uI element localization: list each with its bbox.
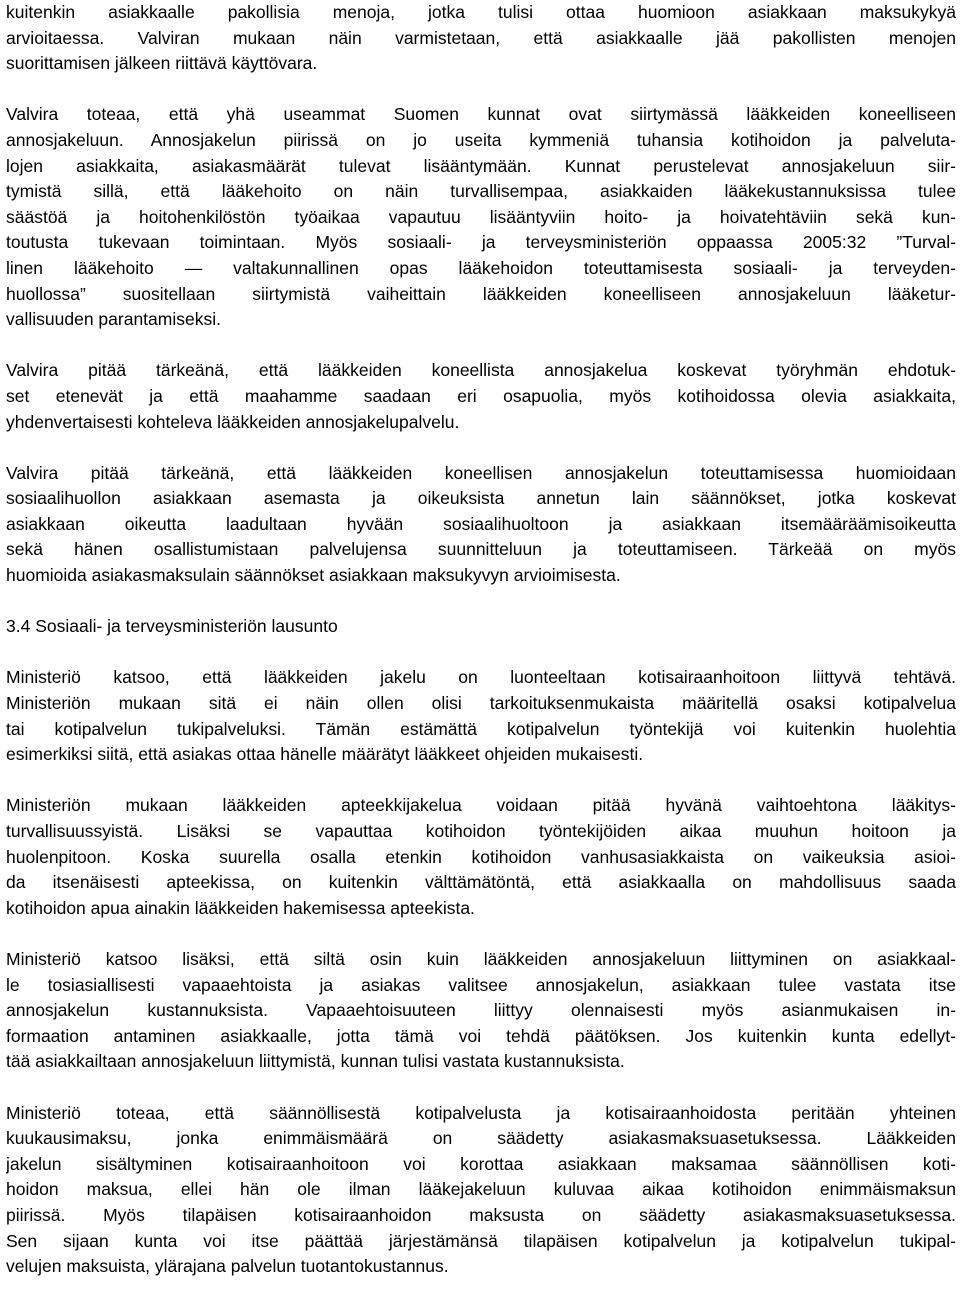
document-page <box>6 0 956 1305</box>
text-line: huollossa” suositellaan siirtymistä vaiheittain lääkkeiden koneelliseen annosjakeluun lääketur- <box>6 283 956 304</box>
text-line: hoidon maksua, ellei hän ole ilman lääkejakeluun kuluvaa aikaa kotihoidon enimmäismaksun <box>6 1179 956 1200</box>
text-line: annosjakelun kustannuksista. Vapaaehtoisuuteen liittyy olennaisesti myös asianmukaisen in- <box>6 1000 956 1021</box>
text-line: yhdenvertaisesti kohteleva lääkkeiden annosjakelupalvelu. <box>6 411 460 432</box>
text-line: da itsenäisesti apteekissa, on kuitenkin välttämätöntä, että asiakkaalla on mahdollisuus saada <box>6 872 956 893</box>
paragraph-4 <box>6 461 956 589</box>
text-line: turvallisuussyistä. Lisäksi se vapauttaa kotihoidon työntekijöiden aikaa muuhun hoitoon ja <box>6 821 956 841</box>
text-line: kuukausimaksu, jonka enimmäismäärä on säädetty asiakasmaksuasetuksessa. Lääkkeiden <box>6 1128 956 1149</box>
text-line: kuitenkin asiakkaalle pakollisia menoja, jotka tulisi ottaa huomioon asiakkaan maksukykyä <box>6 2 956 22</box>
text-line: vallisuuden parantamiseksi. <box>6 309 221 330</box>
text-line: velujen maksuista, ylärajana palvelun tuotantokustannus. <box>6 1256 449 1277</box>
text-line: toutusta tukevaan toimintaan. Myös sosiaali- ja terveysministeriön oppaassa 2005:32 ”Turval- <box>6 232 956 253</box>
text-line: asiakkaan oikeutta laadultaan hyvään sosiaalihuoltoon ja asiakkaan itsemääräämisoikeutta <box>6 513 956 534</box>
text-line: linen lääkehoito — valtakunnallinen opas lääkehoidon toteuttamisesta sosiaali- ja terveyden- <box>6 257 956 278</box>
text-line: tai kotipalvelun tukipalveluksi. Tämän estämättä kotipalvelun työntekijä voi kuitenkin huolehtia <box>6 718 956 739</box>
text-line: Valvira pitää tärkeänä, että lääkkeiden koneellisen annosjakelun toteuttamisessa huomioidaan <box>6 462 956 483</box>
text-line: formaation antaminen asiakkaalle, jotta tämä voi tehdä päätöksen. Jos kuitenkin kunta edellyt- <box>6 1025 956 1046</box>
text-line: piirissä. Myös tilapäisen kotisairaanhoidon maksusta on säädetty asiakasmaksuasetuksessa. <box>6 1204 956 1225</box>
paragraph-1 <box>6 0 956 77</box>
text-line: kotihoidon apua ainakin lääkkeiden hakemisessa apteekista. <box>6 897 475 918</box>
text-line: arvioitaessa. Valviran mukaan näin varmistetaan, että asiakkaalle jää pakollisten menojen <box>6 27 956 48</box>
text-line: annosjakeluun. Annosjakelun piirissä on jo useita kymmeniä tuhansia kotihoidon ja palveluta- <box>6 129 956 150</box>
text-line: Valvira toteaa, että yhä useammat Suomen kunnat ovat siirtymässä lääkkeiden koneelliseen <box>6 104 956 125</box>
text-line: Ministeriön mukaan lääkkeiden apteekkijakelua voidaan pitää hyvänä vaihtoehtona lääkitys- <box>6 795 956 816</box>
paragraph-8 <box>6 1101 956 1280</box>
text-line: Ministeriö katsoo, että lääkkeiden jakelu on luonteeltaan kotisairaanhoitoon liittyvä tehtävä. <box>6 667 956 688</box>
text-line: Ministeriö toteaa, että säännöllisestä kotipalvelusta ja kotisairaanhoidosta peritään yhteinen <box>6 1102 956 1123</box>
paragraph-5 <box>6 665 956 767</box>
text-line: tymistä sillä, että lääkehoito on näin turvallisempaa, asiakkaiden lääkekustannuksissa tulee <box>6 181 956 202</box>
paragraph-2 <box>6 102 956 332</box>
paragraph-7 <box>6 947 956 1075</box>
text-line: sekä hänen osallistumistaan palvelujensa suunnitteluun ja toteuttamiseen. Tärkeää on myös <box>6 539 956 560</box>
text-line: lojen asiakkaita, asiakasmäärät tulevat lisääntymään. Kunnat perustelevat annosjakeluun siir- <box>6 155 956 176</box>
text-line: le tosiasiallisesti vapaaehtoista ja asiakas valitsee annosjakelun, asiakkaan tulee vastata itse <box>6 974 956 995</box>
text-line: esimerkiksi siitä, että asiakas ottaa hänelle määrätyt lääkkeet ohjeiden mukaisesti. <box>6 744 644 765</box>
text-line: Sen sijaan kunta voi itse päättää järjestämänsä tilapäisen kotipalvelun ja kotipalvelun tukipal- <box>6 1230 956 1251</box>
text-line: Valvira pitää tärkeänä, että lääkkeiden koneellista annosjakelua koskevat työryhmän ehdotuk- <box>6 360 956 381</box>
paragraph-6 <box>6 793 956 921</box>
text-line: huomioida asiakasmaksulain säännökset asiakkaan maksukyvyn arvioimisesta. <box>6 565 621 586</box>
paragraph-3 <box>6 358 956 435</box>
text-line: Ministeriön mukaan sitä ei näin ollen olisi tarkoituksenmukaista määritellä osaksi kotipalvelua <box>6 693 956 714</box>
text-line: tää asiakkailtaan annosjakeluun liittymistä, kunnan tulisi vastata kustannuksista. <box>6 1051 625 1072</box>
text-line: set etenevät ja että maahamme saadaan eri osapuolia, myös kotihoidossa olevia asiakkaita, <box>6 385 956 406</box>
text-line: jakelun sisältyminen kotisairaanhoitoon voi korottaa asiakkaan maksamaa säännöllisen koti- <box>6 1153 956 1174</box>
text-line: huolenpitoon. Koska suurella osalla etenkin kotihoidon vanhusasiakkaista on vaikeuksia asioi- <box>6 846 956 867</box>
text-line: säästöä ja hoitohenkilöstön työaikaa vapautuu lisääntyviin hoito- ja hoivatehtäviin sekä kun- <box>6 206 956 227</box>
text-line: suorittamisen jälkeen riittävä käyttövara. <box>6 53 318 74</box>
text-line: Ministeriö katsoo lisäksi, että siltä osin kuin lääkkeiden annosjakeluun liittyminen on asiakkaal- <box>6 948 956 969</box>
section-heading: 3.4 Sosiaali- ja terveysministeriön lausunto <box>6 616 338 637</box>
text-line: sosiaalihuollon asiakkaan asemasta ja oikeuksista annetun lain säännökset, jotka koskevat <box>6 488 956 509</box>
